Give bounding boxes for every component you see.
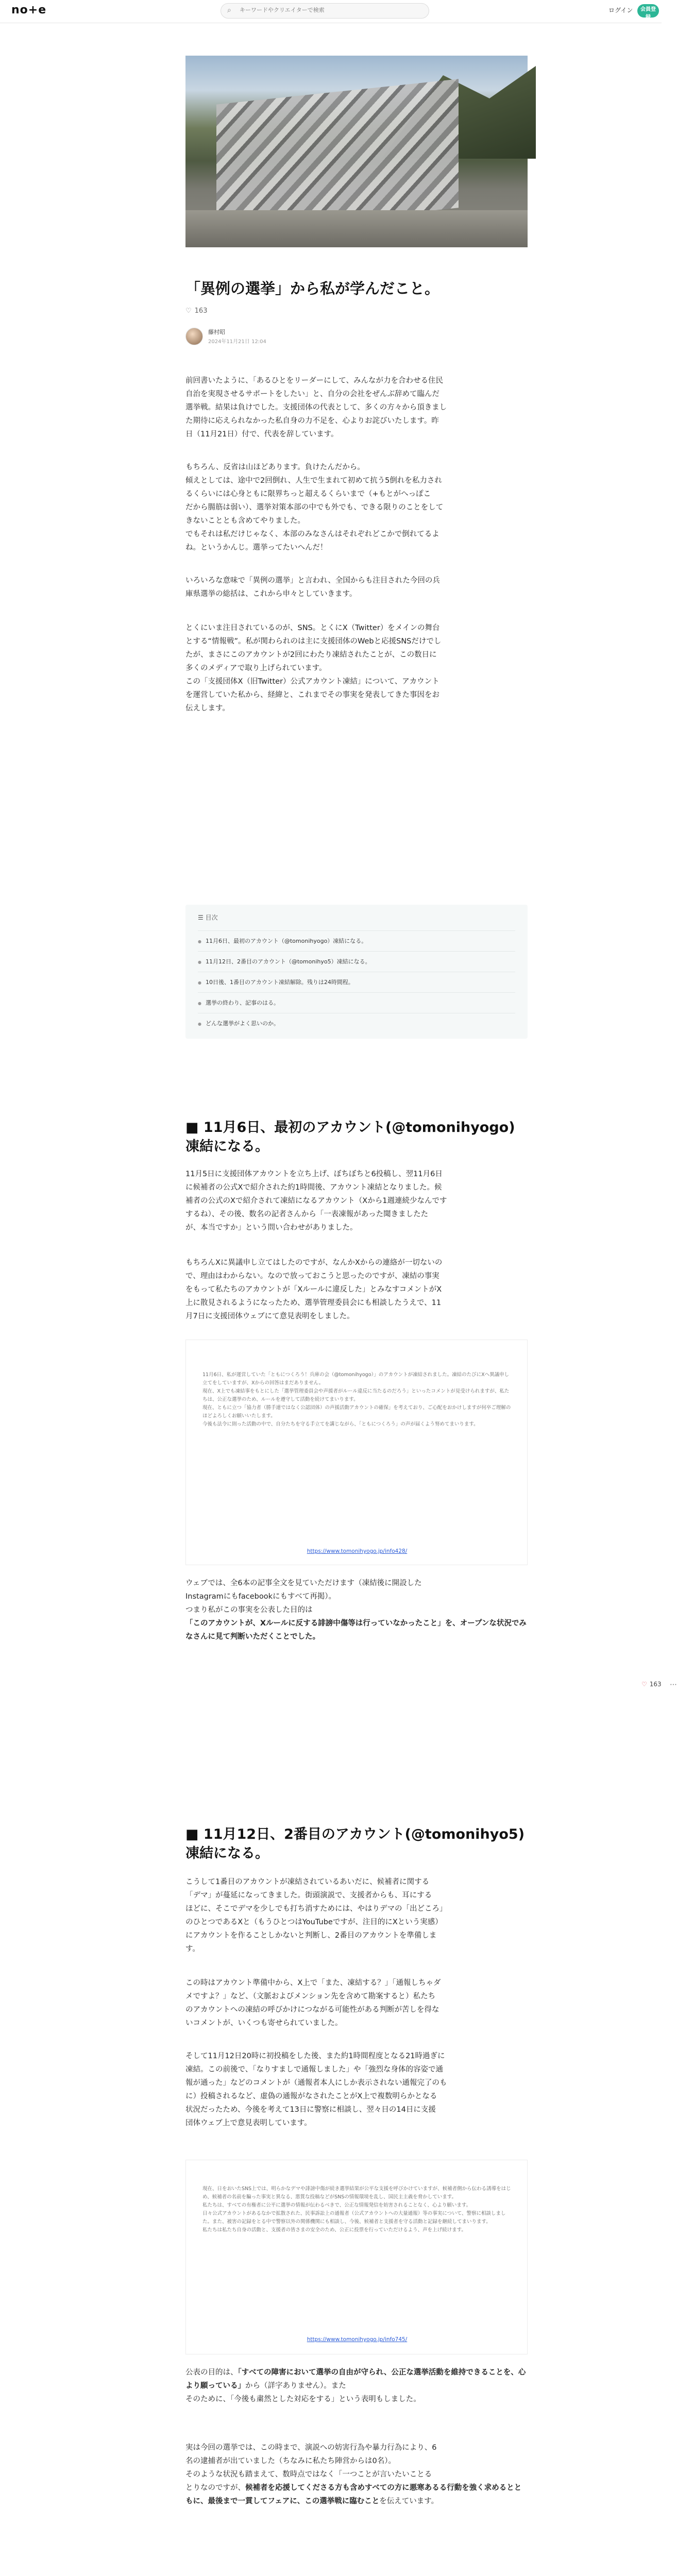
heart-icon[interactable]: ♡ xyxy=(185,307,192,315)
article-title: 「異例の選挙」から私が学んだこと。 xyxy=(185,280,440,297)
sec1-paragraph-2: もちろんXに異議申し立てはしたのですが、なんかXからの連絡が一切ないの で、理由はわからない。なので放っておこうと思ったのですが、凍結の事実 をもって私たちのアカウントが「Xルールに違反した」とみなすコメントがX 上に散見されるようになったため、選挙管理委員会にも相談したうえで、11 月7日に支援団体ウェブにて意見表明をしました。 xyxy=(185,1259,443,1320)
sec2-after-paragraph-2: 実は今回の選挙では、この時まで、演説への妨害行為や暴力行為により、6 名の逮捕者が出ていました（ちなみに私たち陣営からは0名）。 そのような状況も踏まえて、数時点ではなく「一つことが言いたいことる とりなのですが、候補者を応援してくださる方も含めすべての方に悪寒あるる行動を強く求めるとともに、最後まで一貫してフェアに、この選挙戦に臨むことを伝えています。 xyxy=(185,2444,522,2505)
search-input[interactable] xyxy=(239,6,421,14)
sec2-paragraph-3: そして11月12日20時に初投稿をした後、また約1時間程度となる21時過ぎに 凍結。この前後で、「なりすましで通報しました」や「強烈な身体的容姿で通 報が通った」などのコメントが（通報者本人にしか表示されない通報完了のも に）投稿されるなど、虚偽の通報がなされたことがX上で複数明らかとなる 状況だったため、今後を考えて13日に警察に相談し、翌々日の14日に支援 団体ウェブ上で意見表明しています。 xyxy=(185,2052,447,2127)
floating-like-button[interactable]: ♡ 163 xyxy=(641,1681,662,1688)
intro-paragraph-1: 前回書いたように、「あるひとをリーダーにして、みんなが力を合わせる住民 自治を実現させるサポートをしたい」と、自分の会社をぜんぶ辞めて臨んだ 選挙戦。結果は負けでした。支援団体の代表として、多くの方々から頂きまし た期待に応えられなかった私自身の力不足を、心よりお詫びいたします。昨 日（11月21日）付で、代表を辞しています。 xyxy=(185,377,447,438)
embed-url-link[interactable]: https://www.tomonihyogo.jp/info745/ xyxy=(307,2336,408,2343)
embed-text: 11月6日、私が運営していた「ともにつくろう！兵庫の会（@tomonihyogo）」のアカウントが凍結されました。凍結のたびにXへ異議申し立てをしていますが、Xからの回答はまだありません。 現在、X上でも凍結事をもとにした「選挙管理委員会や声援者がルール違反に当たるのだろう」といったコメントが見受けられますが、私たちは、公正な選挙のため、ルールを遵守して活動を続けてまいります。 現在、ともに立つ「協力者（勝手連ではなく公認団体）の声援活動アカウントの確保」を考えており、ご心配をおかけしますが何卒ご理解のほどよろしくお願いいたします。 今後も法令に則った活動の中で、自分たちを守る手立てを講じながら、「ともにつくろう」の声が届くよう努めてまいります。 xyxy=(202,1372,511,1427)
embed-url-link[interactable]: https://www.tomonihyogo.jp/info428/ xyxy=(307,1548,408,1554)
toc-item[interactable]: ● 11月12日、2番目のアカウント（@tomonihyo5）凍結になる。 xyxy=(198,957,371,965)
intro-paragraph-2: もちろん、反省は山ほどあります。負けたんだから。 傾えとしては、途中で2回倒れ、人生で生まれて初めて抗う5倒れを私力され るくらいには心身ともに限界ちっと超えるくらいまで（+もとがへっぽこ だから腸筋は弱い）、選挙対策本部の中でも外でも、できる限りのことをして きないこととも含めてやりました。 でもそれは私だけじゃなく、本部のみなさんはそれぞれどこかで倒れてるよ ね。というかんじ。選挙ってたいへんだ！ xyxy=(185,463,444,552)
author-info[interactable] xyxy=(185,327,392,347)
embedded-post-2[interactable] xyxy=(185,2160,528,2354)
search-box[interactable] xyxy=(221,3,429,19)
divider xyxy=(198,992,515,993)
toc-item[interactable]: ● 選挙の終わり、記事のはる。 xyxy=(198,998,279,1007)
sec2-paragraph-1: こうして1番目のアカウントが凍結されているあいだに、候補者に関する 「デマ」が蔓延になってきました。街頭演説で、支援者からも、耳にする ほどに、そこでデマを少しでも打ち消すためには、やはりデマの「出どころ」 のひとつであるXと（もうひとつはYouTubeですが、注目的にXという実感） にアカウントを作ることしかないと判断し、2番目のアカウントを準備しま す。 xyxy=(185,1878,447,1953)
sec2-paragraph-2: この時はアカウント準備中から、X上で「また、凍結する？」「通報しちゃダ メですよ？」など、（文脈およびメンション先を含めて勘案すると）私たち のアカウントへの凍結の呼びかけにつながる可能性がある判断が苦しを得な いコメントが、いくつも寄せられていました。 xyxy=(185,1979,441,2027)
toc-item[interactable]: ● 11月6日、最初のアカウント（@tomonihyogo）凍結になる。 xyxy=(198,937,367,945)
note-logo[interactable]: no+e xyxy=(11,4,47,16)
divider xyxy=(198,930,515,931)
sec1-paragraph-1: 11月5日に支援団体アカウントを立ち上げ、ぼちぼちと6投稿し、翌11月6日 に候補者の公式Xで紹介された約1時間後、アカウント凍結となりました。候 補者の公式のXで紹介されて凍結になるアカウント（Xから1週連続少なんです するね）、その後、数名の記者さんから「一表凍報があった聞きましたた が、本当ですか」という問い合わせがありました。 xyxy=(185,1170,447,1232)
like-count[interactable]: ♡ 163 xyxy=(185,307,208,315)
section-heading-1: ■ 11月6日、最初のアカウント(@tomonihyogo) 凍結になる。 xyxy=(185,1118,528,1156)
road-shape xyxy=(185,210,528,247)
more-options-icon[interactable]: ⋯ xyxy=(670,1681,677,1689)
author-name[interactable]: 藤村昭 xyxy=(208,329,225,335)
toc-item[interactable]: ● 10日後、1番目のアカウント凍結解除。残りは24時間程。 xyxy=(198,978,354,986)
publish-date: 2024年11月21日 12:04 xyxy=(208,339,266,345)
toc-item[interactable]: ● どんな選挙がよく思いのか。 xyxy=(198,1019,279,1027)
site-header xyxy=(0,0,662,23)
divider xyxy=(198,951,515,952)
search-icon: ⌕ xyxy=(227,6,231,14)
embedded-post-1[interactable] xyxy=(185,1340,528,1565)
sec1-after-paragraph: ウェブでは、全6本の記事全文を見ていただけます（凍結後に開設した Instagramにもfacebookにもすべて再掲）。 つまり私がこの事実を公表した目的は 「このアカウントが、Xルールに反する誹謗中傷等は行っていなかったこと」を、オープンな状況でみなさんに見て判断いただくことでした。 xyxy=(185,1579,527,1641)
toc-heading[interactable]: ☰ 目次 xyxy=(198,914,218,921)
embed-text: 現在、日をおいたSNS上では、明らかなデマや誹謗中傷が続き選挙結果が公平な支援を呼びかけていますが、候補者側から伝わる誘導をはじめ、候補者の名前を騙った事実と異なる、悪質な投稿などがSNSの情報環境を乱し、国民主主義を脅かしています。 私たちは、すべての有権者に公平に選挙の情報が伝わるべきで、公正な情報発信を妨害されることなく、心より願います。 日々公式アカウントがあるなかで拡散された、民事訴訟上の通報者（公式アカウントへの大量通報）等の事実について、警察に相談しました。また、被害の記録をとる中で警察以外の関係機関にも相談し、今後、候補者と支援者を守る活動と記録を継続してまいります。 私たちは私たち自身の活動と、支援者の皆さまの安全のため、公正に投票を行っていただけるよう、声を上げ続けます。 xyxy=(202,2186,511,2233)
login-button[interactable]: ログイン xyxy=(605,5,636,15)
avatar[interactable] xyxy=(185,328,203,345)
sec2-after-paragraph-1: 公表の目的は、「すべての障害において選挙の自由が守られ、公正な選挙活動を維持できることを、心より願っている」から（詳字ありません）。また そのために、「今後も粛然とした対応をする」という表明もしました。 xyxy=(185,2368,526,2403)
table-of-contents xyxy=(185,905,528,1039)
signup-button[interactable]: 会員登録 xyxy=(637,4,659,18)
heart-icon[interactable]: ♡ xyxy=(641,1681,647,1688)
intro-paragraph-4: とくにいま注目されているのが、SNS。とくにX（Twitter）をメインの舞台 とする“情報戦”。私が関わられのは主に支援団体のWebと応援SNSだけでし たが、まさにこのアカウントが2回にわたり凍結されたことが、この数日に 多くのメディアで取り上げられています。 この「支援団体X（旧Twitter）公式アカウント凍結」について、アカウント を運営していた私から、経緯と、これまでその事実を発表してきた事因をお 伝えします。 xyxy=(185,624,442,713)
intro-paragraph-3: いろいろな意味で「異例の選挙」と言われ、全国からも注目された今回の兵 庫県選挙の総括は、これから申々としていきます。 xyxy=(185,577,440,598)
section-heading-2: ■ 11月12日、2番目のアカウント(@tomonihyo5) 凍結になる。 xyxy=(185,1825,528,1863)
hero-image xyxy=(185,56,528,247)
